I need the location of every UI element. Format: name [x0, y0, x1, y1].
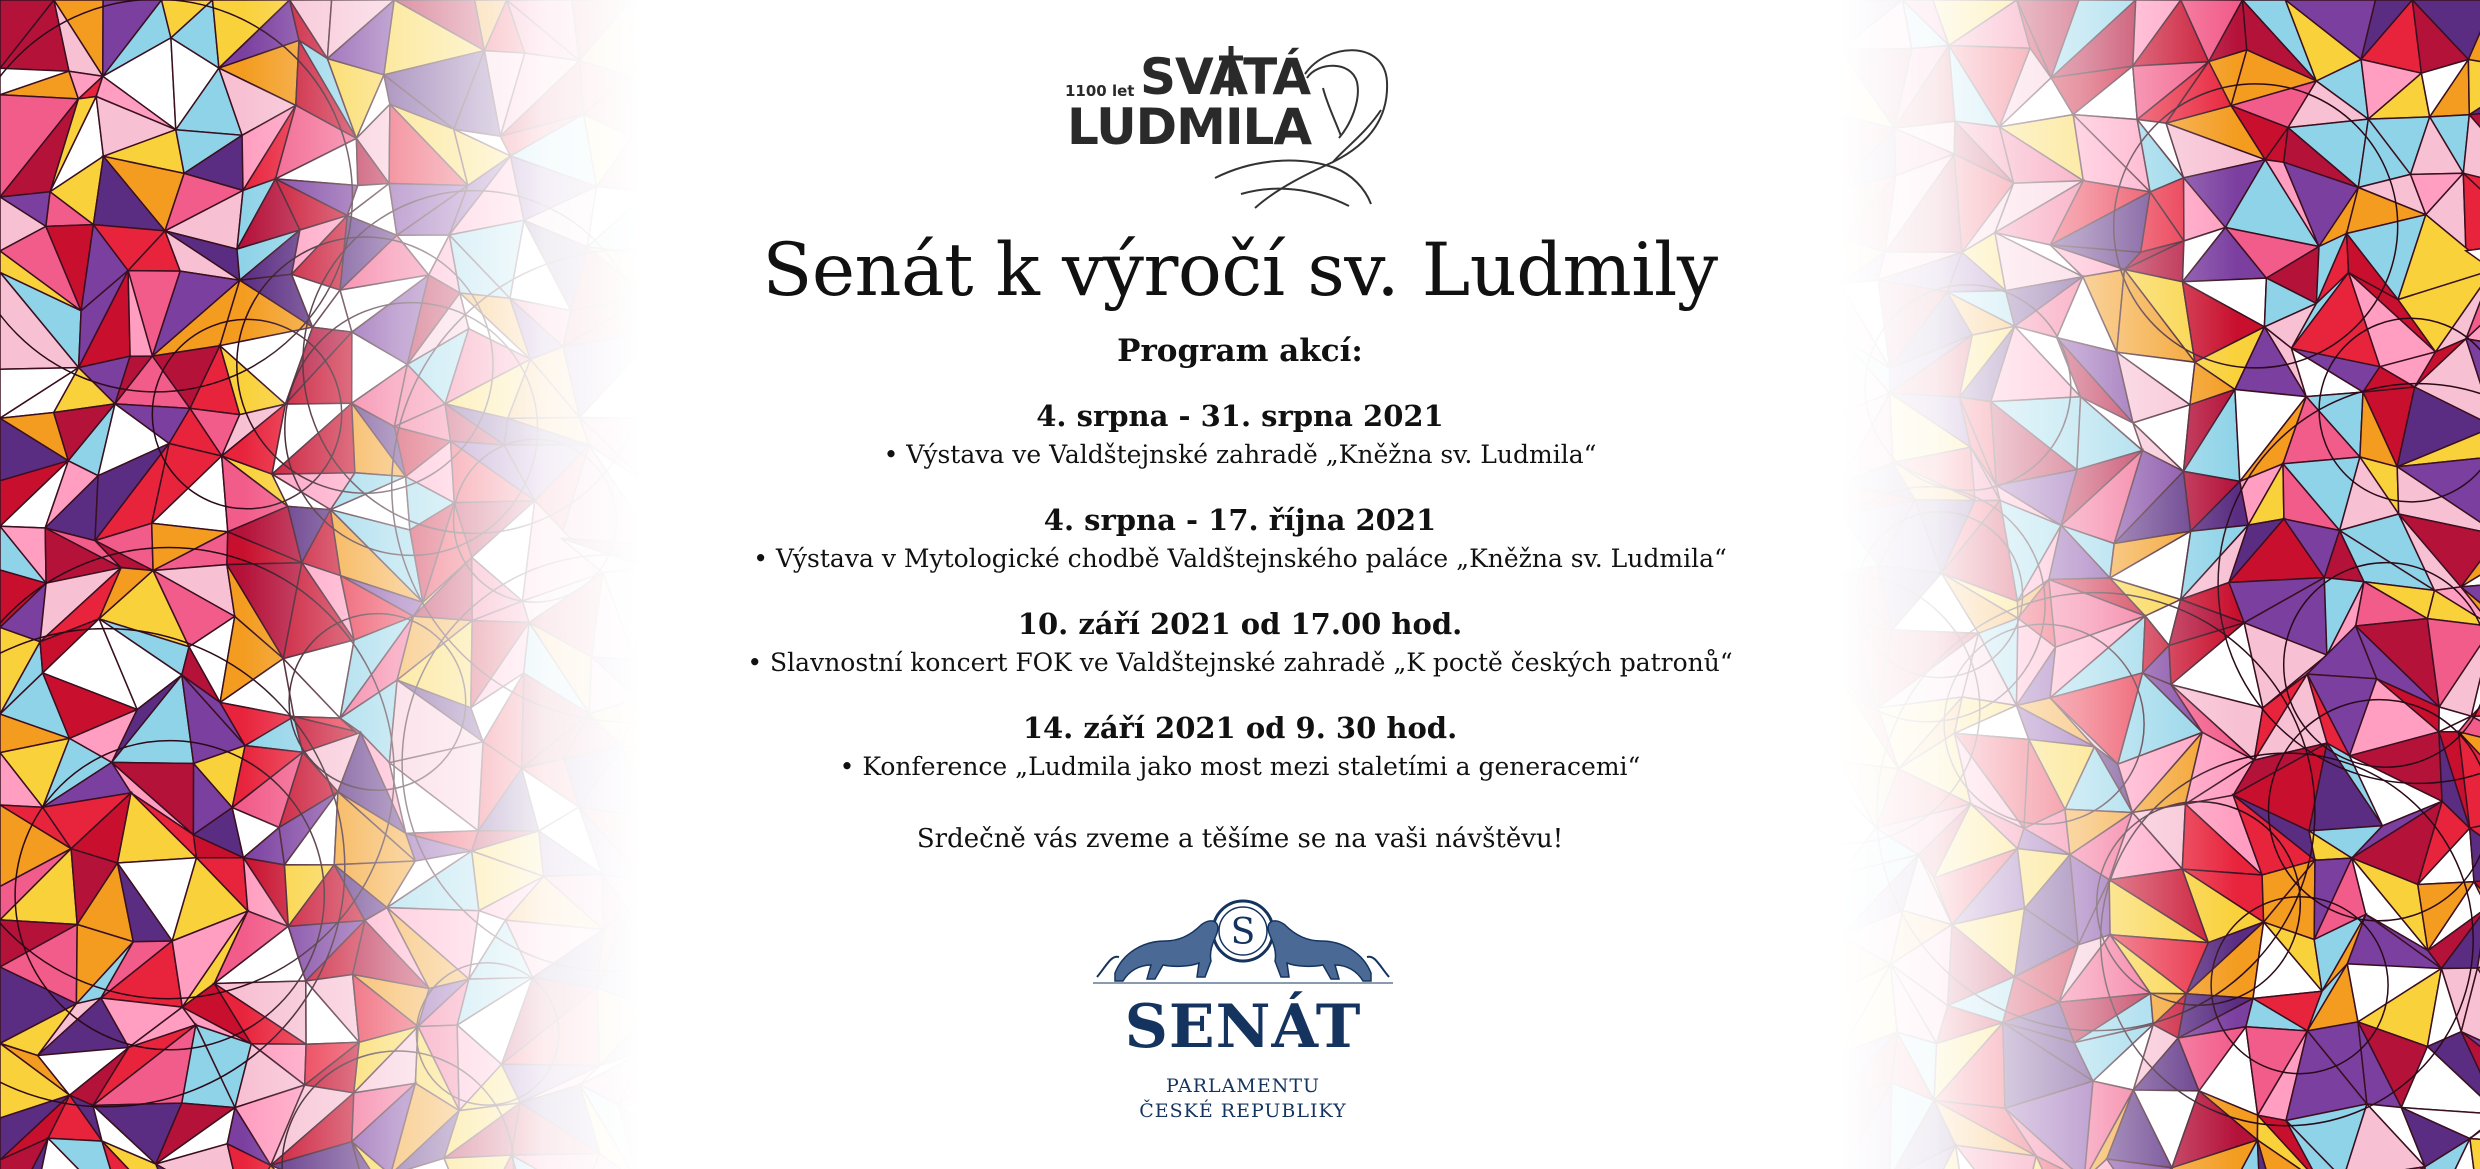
glass-fade-left [0, 0, 640, 1169]
event-description: • Slavnostní koncert FOK ve Valdštejnské zahradě „K poctě českých patronů“ [747, 648, 1733, 677]
event-item [640, 707, 1840, 811]
event-item [640, 395, 1840, 499]
emblem-letter: S [1230, 912, 1256, 953]
event-item [640, 499, 1840, 603]
event-description: • Výstava ve Valdštejnské zahradě „Kněžna sv. Ludmila“ [883, 440, 1597, 469]
svata-ludmila-logo [1065, 38, 1410, 218]
invitation-text: Srdečně vás zveme a těšíme se na vaši návštěvu! [916, 824, 1564, 854]
senat-logo [1093, 895, 1393, 1135]
page-title: Senát k výročí sv. Ludmily [762, 228, 1718, 313]
event-date: 10. září 2021 od 17.00 hod. [1017, 607, 1463, 641]
senat-subtitle-line1: PARLAMENTU [1165, 1075, 1321, 1097]
glass-fade-right [1840, 0, 2480, 1169]
invitation-content [640, 0, 1840, 1169]
logo-word-ludmila: LUDMILA [1067, 98, 1312, 156]
event-description: • Konference „Ludmila jako most mezi staletími a generacemi“ [839, 752, 1641, 781]
program-heading: Program akcí: [1117, 333, 1363, 369]
event-date: 4. srpna - 31. srpna 2021 [1036, 399, 1444, 433]
ludmila-line-art-icon [1065, 38, 1410, 218]
event-date: 14. září 2021 od 9. 30 hod. [1022, 711, 1458, 745]
senat-lions-emblem-icon [1093, 895, 1393, 995]
logo-word-svata: SVATÁ [1140, 48, 1311, 106]
stained-glass-right [1840, 0, 2480, 1169]
event-list [640, 395, 1840, 811]
stained-glass-left [0, 0, 640, 1169]
event-date: 4. srpna - 17. října 2021 [1043, 503, 1437, 537]
event-description: • Výstava v Mytologické chodbě Valdštejnského paláce „Kněžna sv. Ludmila“ [753, 544, 1727, 573]
logo-years: 1100 let [1065, 82, 1135, 100]
senat-name: SENÁT [1124, 992, 1362, 1062]
senat-subtitle-line2: ČESKÉ REPUBLIKY [1139, 1100, 1347, 1122]
event-item [640, 603, 1840, 707]
